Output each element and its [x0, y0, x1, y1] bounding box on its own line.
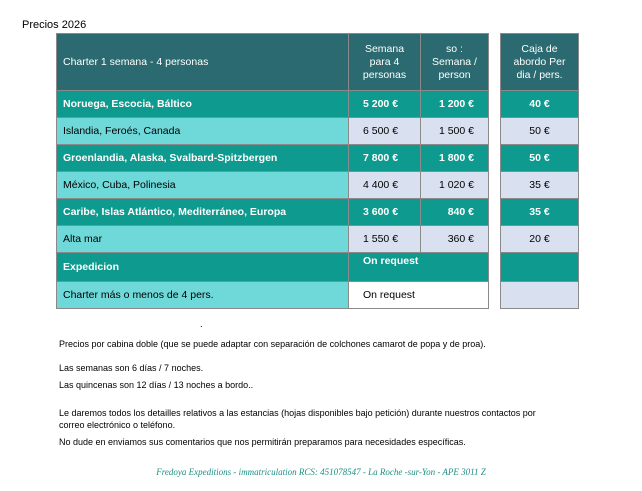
week-price-cell: 6 500 €	[349, 118, 421, 145]
per-person-cell: 1 800 €	[421, 145, 489, 172]
onboard-fund-cell	[501, 282, 579, 309]
onboard-fund-cell: 50 €	[501, 118, 579, 145]
onboard-fund-cell: 20 €	[501, 226, 579, 253]
per-person-cell: 360 €	[421, 226, 489, 253]
column-gap	[489, 253, 501, 282]
header-week-price: Semana para 4 personas	[349, 34, 421, 91]
note-comments: No dude en enviamos sus comentarios que nos permitirán preparamos para necesidades específicas.	[59, 437, 466, 447]
per-person-cell: 1 020 €	[421, 172, 489, 199]
table-row	[57, 172, 579, 199]
column-gap	[489, 172, 501, 199]
onboard-fund-cell: 35 €	[501, 199, 579, 226]
table-row	[57, 118, 579, 145]
week-price-cell: 5 200 €	[349, 91, 421, 118]
route-cell: Expedicion	[57, 253, 349, 282]
table-row	[57, 253, 579, 282]
table-row	[57, 199, 579, 226]
column-gap	[489, 282, 501, 309]
price-table	[56, 33, 579, 309]
header-route: Charter 1 semana - 4 personas	[57, 34, 349, 91]
note-details-1: Le daremos todos los detailles relativos a las estancias (hojas disponibles bajo petición) durante nuestros contactos por	[59, 408, 536, 418]
week-price-cell: 4 400 €	[349, 172, 421, 199]
column-gap	[489, 34, 501, 91]
table-header-row	[57, 34, 579, 91]
page-title: Precios 2026	[22, 19, 87, 31]
table-row	[57, 282, 579, 309]
header-per-person: so : Semana / person	[421, 34, 489, 91]
table-row	[57, 226, 579, 253]
route-cell: Islandia, Feroés, Canada	[57, 118, 349, 145]
stray-dot: .	[200, 319, 203, 329]
per-person-cell: 840 €	[421, 199, 489, 226]
table-row	[57, 145, 579, 172]
note-fortnights: Las quincenas son 12 días / 13 noches a bordo..	[59, 380, 254, 390]
onboard-fund-cell: 40 €	[501, 91, 579, 118]
header-onboard-fund: Caja de abordo Per dia / pers.	[501, 34, 579, 91]
onboard-fund-cell: 35 €	[501, 172, 579, 199]
week-price-cell: 1 550 €	[349, 226, 421, 253]
onboard-fund-cell: 50 €	[501, 145, 579, 172]
route-cell: Charter más o menos de 4 pers.	[57, 282, 349, 309]
column-gap	[489, 226, 501, 253]
week-price-cell: 3 600 €	[349, 199, 421, 226]
route-cell: México, Cuba, Polinesia	[57, 172, 349, 199]
note-details-2: correo electrónico o teléfono.	[59, 420, 176, 430]
column-gap	[489, 199, 501, 226]
per-person-cell: 1 500 €	[421, 118, 489, 145]
footer: Fredoya Expeditions - immatriculation RCS: 451078547 - La Roche -sur-Yon - APE 3011 Z	[156, 467, 486, 477]
route-cell: Groenlandia, Alaska, Svalbard-Spitzbergen	[57, 145, 349, 172]
on-request-cell: On request	[349, 253, 489, 282]
column-gap	[489, 91, 501, 118]
note-cabin: Precios por cabina doble (que se puede adaptar con separación de colchones camarot de popa y de proa).	[59, 339, 486, 349]
onboard-fund-cell	[501, 253, 579, 282]
route-cell: Caribe, Islas Atlántico, Mediterráneo, Europa	[57, 199, 349, 226]
on-request-cell: On request	[349, 282, 489, 309]
route-cell: Noruega, Escocia, Báltico	[57, 91, 349, 118]
column-gap	[489, 118, 501, 145]
per-person-cell: 1 200 €	[421, 91, 489, 118]
week-price-cell: 7 800 €	[349, 145, 421, 172]
table-row	[57, 91, 579, 118]
route-cell: Alta mar	[57, 226, 349, 253]
note-weeks: Las semanas son 6 días / 7 noches.	[59, 363, 204, 373]
column-gap	[489, 145, 501, 172]
